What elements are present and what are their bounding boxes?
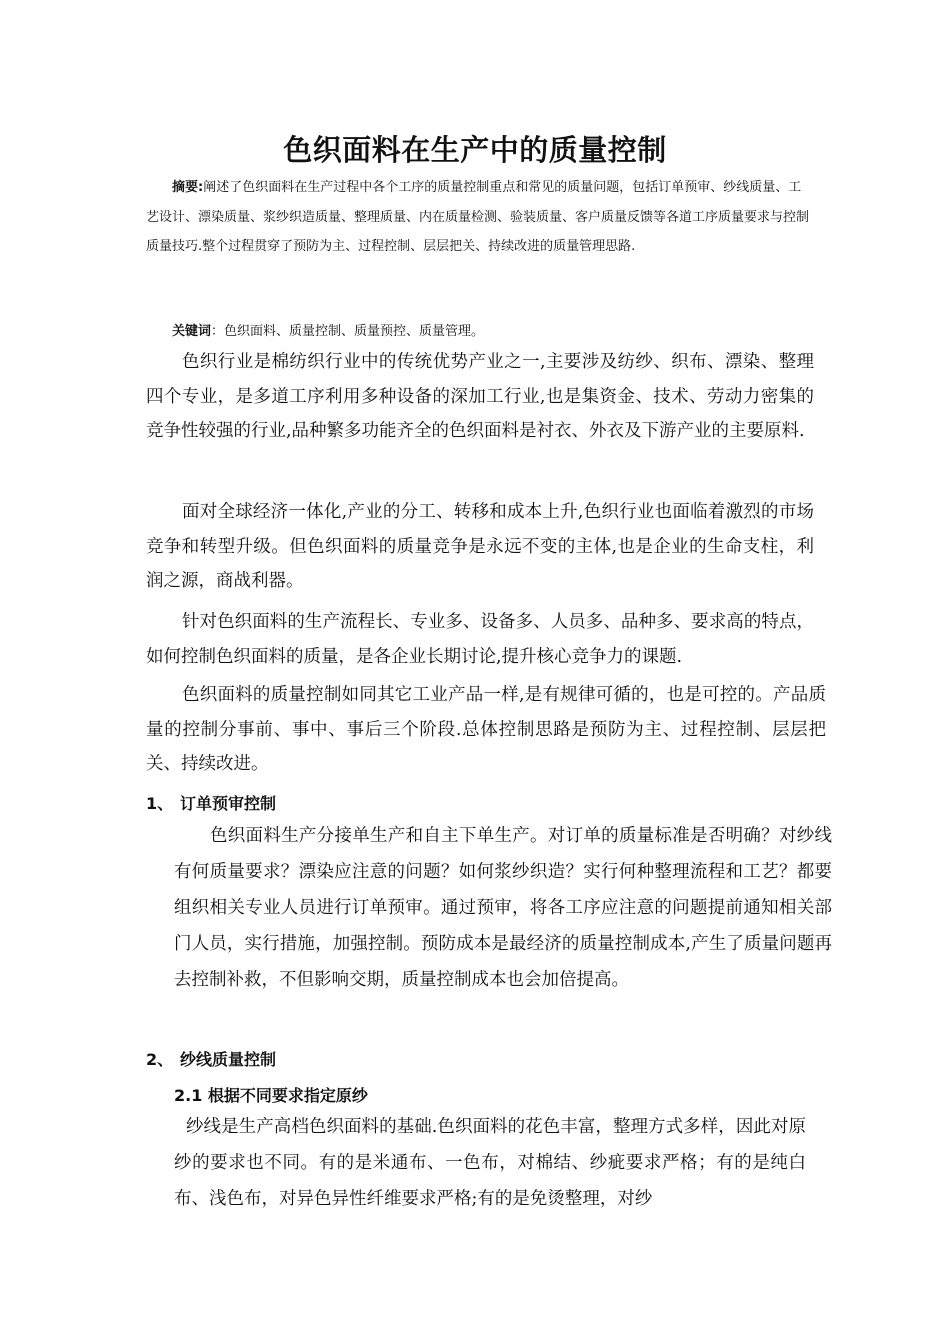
keywords-separator: ： — [211, 324, 225, 339]
body-paragraph: 面对全球经济一体化,产业的分工、转移和成本上升,色织行业也面临着激烈的市场竞争和转型升级。但色织面料的质量竞争是永远不变的主体,也是企业的生命支柱，利润之源，商战利器。 — [146, 502, 814, 591]
section-number: 2、 — [146, 1050, 174, 1069]
section-heading-2 — [146, 1047, 276, 1070]
abstract-label: 摘要: — [172, 180, 204, 195]
document-title: 色织面料在生产中的质量控制 — [283, 133, 667, 167]
section-heading-text: 订单预审控制 — [180, 794, 277, 813]
abstract-text: 阐述了色织面料在生产过程中各个工序的质量控制重点和常见的质量问题，包括订单预审、纱线质量、工艺设计、漂染质量、浆纱织造质量、整理质量、内在质量检测、验装质量、客户质量反馈等各道工序质量要求与控制质量技巧.整个过程贯穿了预防为主、过程控制、层层把关、持续改进的质量管理思路. — [146, 180, 810, 254]
body-paragraph: 针对色织面料的生产流程长、专业多、设备多、人员多、品种多、要求高的特点，如何控制色织面料的质量，是各企业长期讨论,提升核心竞争力的课题. — [146, 612, 814, 667]
keywords-line — [172, 320, 484, 344]
section-heading-text: 纱线质量控制 — [180, 1050, 277, 1069]
body-paragraph: 色织行业是棉纺织行业中的传统优势产业之一,主要涉及纺纱、织布、漂染、整理四个专业，是多道工序利用多种设备的深加工行业,也是集资金、技术、劳动力密集的竞争性较强的行业,品种繁多功能齐全的色织面料是衬衣、外衣及下游产业的主要原料. — [146, 352, 814, 441]
keywords-text: 色织面料、质量控制、质量预控、质量管理。 — [224, 324, 485, 339]
section-1-paragraph: 色织面料生产分接单生产和自主下单生产。对订单的质量标准是否明确？对纱线有何质量要求？漂染应注意的问题？如何浆纱织造？实行何种整理流程和工艺？都要组织相关专业人员进行订单预审。通过预审，将各工序应注意的问题提前通知相关部门人员，实行措施，加强控制。预防成本是最经济的质量控制成本,产生了质量问题再去控制补救，不但影响交期，质量控制成本也会加倍提高。 — [174, 826, 832, 990]
section-heading-1 — [146, 791, 276, 814]
abstract-block — [146, 173, 810, 262]
keywords-label: 关键词 — [172, 324, 212, 339]
body-paragraph: 色织面料的质量控制如同其它工业产品一样,是有规律可循的，也是可控的。产品质量的控制分事前、事中、事后三个阶段.总体控制思路是预防为主、过程控制、层层把关、持续改进。 — [146, 685, 826, 774]
section-number: 1、 — [146, 794, 174, 813]
subsection-heading-2-1: 2.1 根据不同要求指定原纱 — [174, 1086, 368, 1105]
section-2-1-paragraph: 纱线是生产高档色织面料的基础.色织面料的花色丰富，整理方式多样，因此对原纱的要求也不同。有的是米通布、一色布，对棉结、纱疵要求严格；有的是纯白布、浅色布，对异色异性纤维要求严格;有的是免烫整理，对纱 — [174, 1117, 806, 1209]
